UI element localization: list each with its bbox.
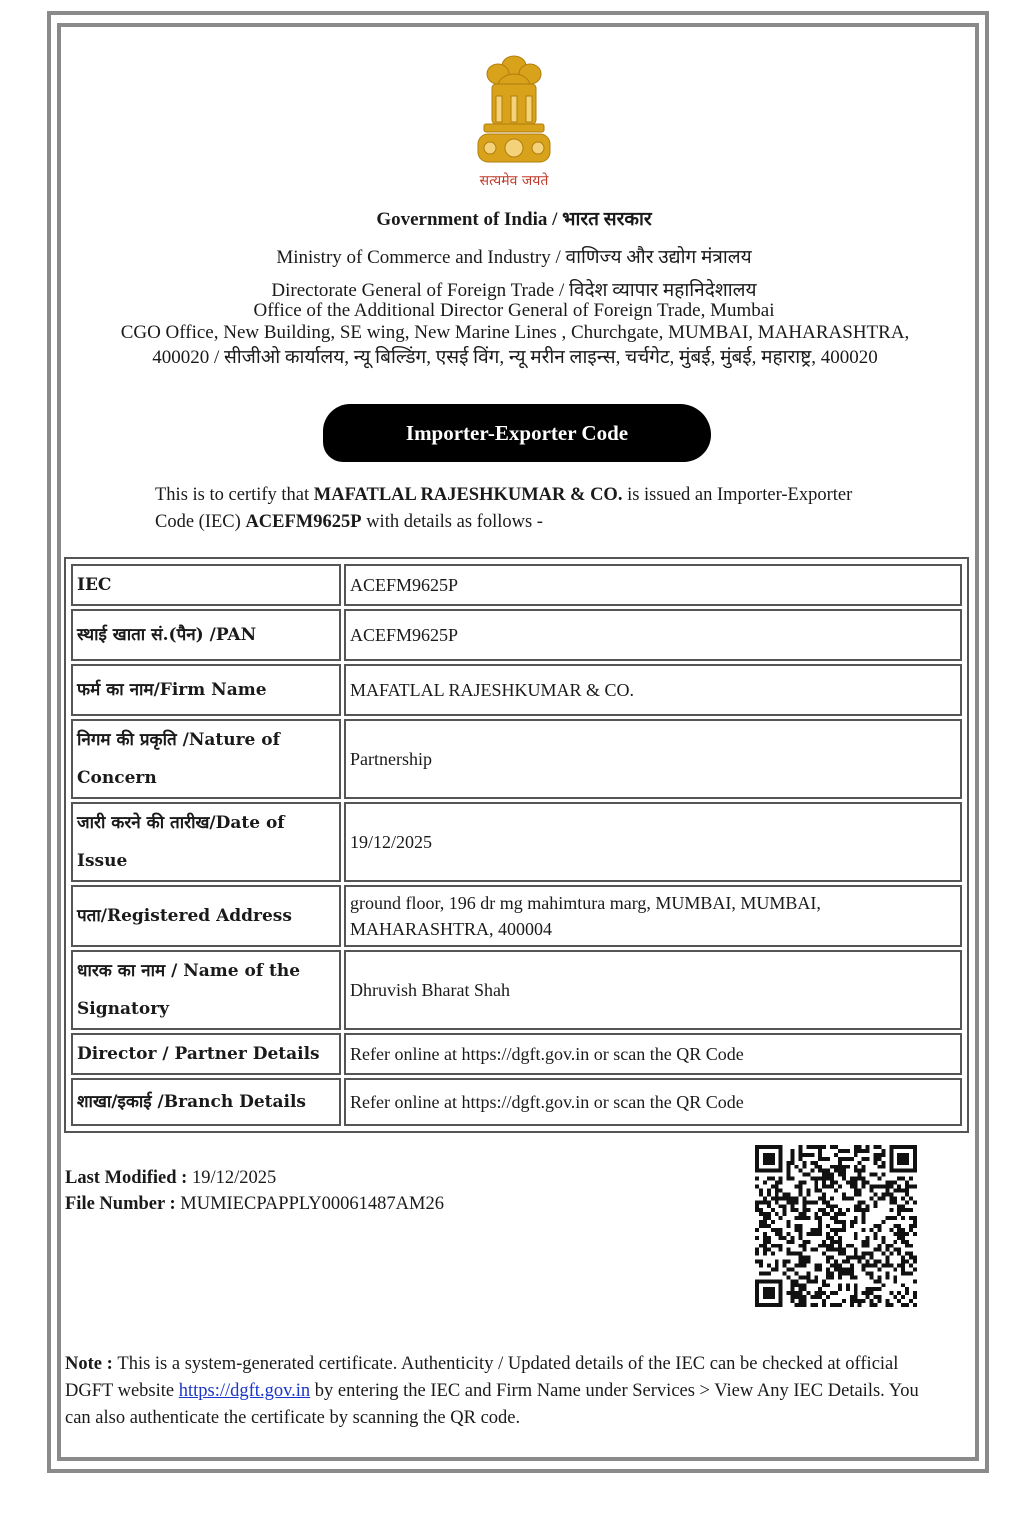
table-row xyxy=(71,609,962,661)
certify-prefix: This is to certify that xyxy=(155,485,314,505)
note-text-1: This is a system-generated certificate. Authenticity / Updated details of the IEC can be checked at official DGFT website xyxy=(65,1354,899,1401)
detail-value: ground floor, 196 dr mg mahimtura marg, MUMBAI, MUMBAI, MAHARASHTRA, 400004 xyxy=(344,885,962,947)
certification-statement xyxy=(155,482,885,536)
table-row xyxy=(71,564,962,606)
detail-value: Refer online at https://dgft.gov.in or scan the QR Code xyxy=(344,1078,962,1126)
detail-value: ACEFM9625P xyxy=(344,609,962,661)
certify-suffix: with details as follows - xyxy=(361,512,543,532)
table-row xyxy=(71,1078,962,1126)
address-line-1: CGO Office, New Building, SE wing, New Marine Lines , Churchgate, MUMBAI, MAHARASHTRA, xyxy=(120,322,910,343)
office-heading: Office of the Additional Director General of Foreign Trade, Mumbai xyxy=(253,300,775,321)
note-label: Note : xyxy=(65,1354,118,1374)
detail-value: Partnership xyxy=(344,719,962,799)
certify-iec: ACEFM9625P xyxy=(245,512,362,532)
emblem-motto: सत्यमेव जयते xyxy=(479,173,549,189)
certificate-title-text: Importer-Exporter Code xyxy=(405,420,629,445)
certificate-title xyxy=(323,404,711,462)
ministry-heading: Ministry of Commerce and Industry / वाणिज्य और उद्योग मंत्रालय xyxy=(276,247,752,268)
detail-value: MAFATLAL RAJESHKUMAR & CO. xyxy=(344,664,962,716)
detail-value: Refer online at https://dgft.gov.in or scan the QR Code xyxy=(344,1033,962,1075)
last-modified-value: 19/12/2025 xyxy=(191,1168,277,1188)
certify-middle: is issued an Importer-Exporter Code (IEC) xyxy=(155,485,853,532)
detail-label: पता/Registered Address xyxy=(71,885,341,947)
government-heading: Government of India / भारत सरकार xyxy=(376,209,652,230)
table-row xyxy=(71,664,962,716)
detail-label: धारक का नाम / Name of the Signatory xyxy=(71,950,341,1030)
detail-label: Director / Partner Details xyxy=(71,1033,341,1075)
note-text-2: by entering the IEC and Firm Name under Services > View Any IEC Details. You can also authenticate the certificate by scanning the QR code. xyxy=(65,1381,919,1428)
table-row xyxy=(71,719,962,799)
directorate-heading: Directorate General of Foreign Trade / विदेश व्यापार महानिदेशालय xyxy=(271,280,757,301)
details-table xyxy=(64,557,969,1133)
detail-label: फर्म का नाम/Firm Name xyxy=(71,664,341,716)
certificate-note xyxy=(65,1351,945,1432)
table-row xyxy=(71,885,962,947)
address-line-2: 400020 / सीजीओ कार्यालय, न्यू बिल्डिंग, एसई विंग, न्यू मरीन लाइन्स, चर्चगेट, मुंबई, मुंबई, महाराष्ट्र, 400020 xyxy=(152,347,878,368)
detail-value: Dhruvish Bharat Shah xyxy=(344,950,962,1030)
detail-value: ACEFM9625P xyxy=(344,564,962,606)
detail-label: निगम की प्रकृति /Nature of Concern xyxy=(71,719,341,799)
national-emblem-icon xyxy=(468,52,560,192)
dgft-website-link[interactable]: https://dgft.gov.in xyxy=(178,1381,311,1401)
detail-label: जारी करने की तारीख/Date of Issue xyxy=(71,802,341,882)
table-row xyxy=(71,950,962,1030)
last-modified-label: Last Modified : xyxy=(65,1168,192,1188)
last-modified xyxy=(65,1165,444,1191)
certificate-meta xyxy=(65,1165,444,1217)
file-number xyxy=(65,1191,444,1217)
office-address xyxy=(75,320,955,370)
detail-label: शाखा/इकाई /Branch Details xyxy=(71,1078,341,1126)
detail-label: स्थाई खाता सं.(पैन) /PAN xyxy=(71,609,341,661)
file-number-value: MUMIECPAPPLY00061487AM26 xyxy=(180,1194,444,1214)
qr-code-icon[interactable] xyxy=(755,1145,917,1307)
table-row xyxy=(71,1033,962,1075)
file-number-label: File Number : xyxy=(65,1194,181,1214)
detail-label: IEC xyxy=(71,564,341,606)
table-row xyxy=(71,802,962,882)
certify-firm-name: MAFATLAL RAJESHKUMAR & CO. xyxy=(313,485,623,505)
detail-value: 19/12/2025 xyxy=(344,802,962,882)
